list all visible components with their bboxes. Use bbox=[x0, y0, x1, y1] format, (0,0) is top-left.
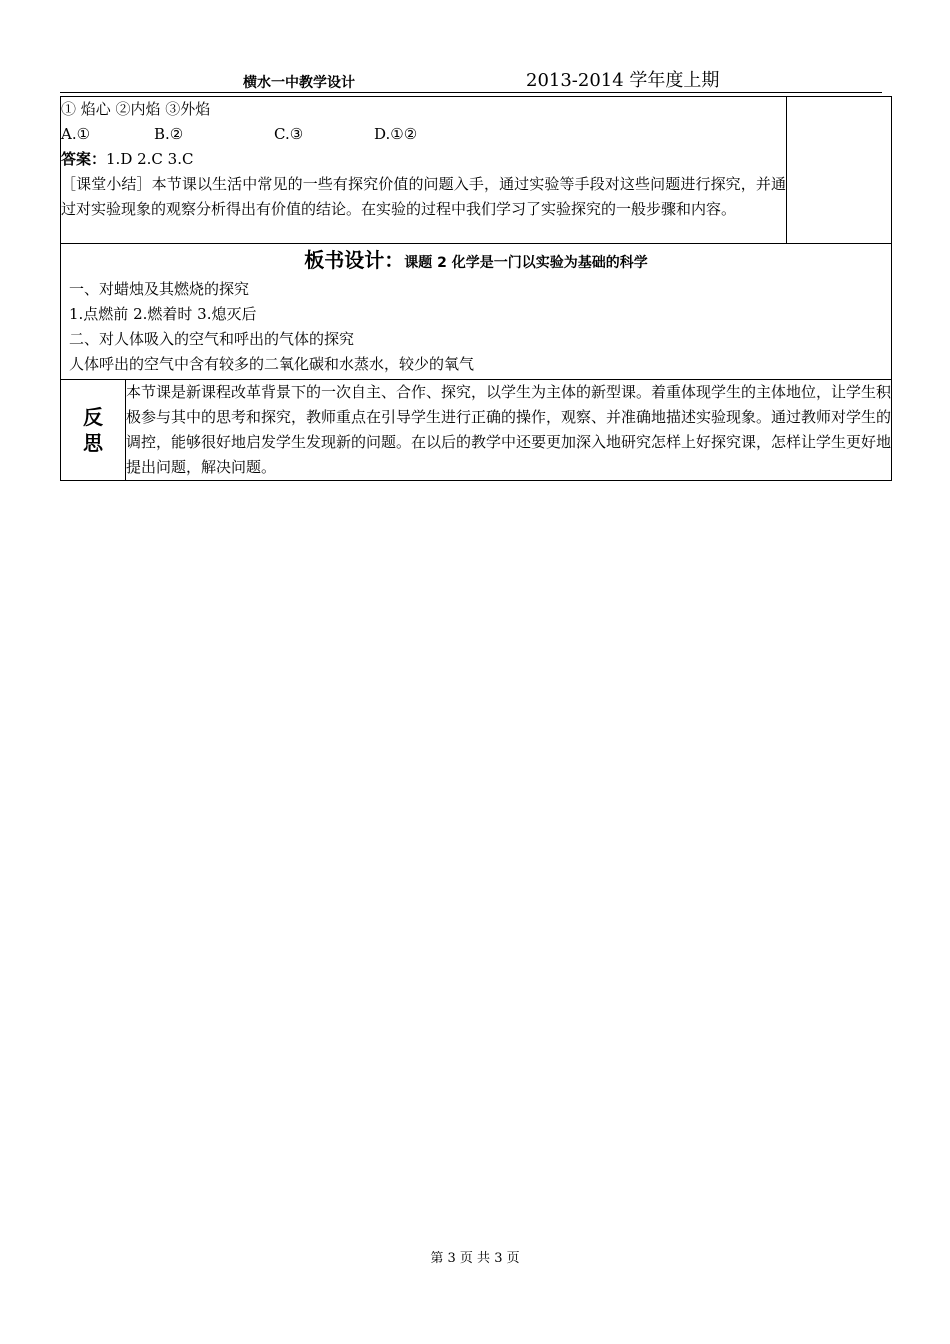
reflection-label-char: 反 bbox=[83, 405, 103, 429]
option-b: B.② bbox=[154, 125, 184, 143]
answer-text: 1.D 2.C 3.C bbox=[106, 150, 194, 168]
page-footer: 第 3 页 共 3 页 bbox=[430, 1251, 520, 1266]
answer-options bbox=[61, 122, 786, 147]
answer-line bbox=[61, 147, 786, 172]
flame-parts: ① 焰心 ②内焰 ③外焰 bbox=[61, 100, 211, 118]
option-a: A.① bbox=[61, 125, 91, 143]
board-line: 二、对人体吸入的空气和呼出的气体的探究 bbox=[69, 330, 355, 348]
reflection-label bbox=[61, 380, 126, 481]
reflection-label-char: 思 bbox=[83, 431, 103, 455]
board-line: 1.点燃前 2.燃着时 3.熄灭后 bbox=[69, 305, 257, 323]
answer-label: 答案： bbox=[61, 150, 107, 168]
board-heading: 板书设计： bbox=[304, 248, 405, 272]
lesson-table bbox=[60, 96, 892, 481]
class-summary: ［课堂小结］本节课以生活中常见的一些有探究价值的问题入手，通过实验等手段对这些问题进行探究，并通过对实验现象的观察分析得出有价值的结论。在实验的过程中我们学习了实验探究的一般步骤和内容。 bbox=[61, 175, 786, 218]
board-cell bbox=[61, 244, 892, 380]
reflection-text: 本节课是新课程改革背景下的一次自主、合作、探究，以学生为主体的新型课。着重体现学生的主体地位，让学生积极参与其中的思考和探究，教师重点在引导学生进行正确的操作，观察、并准确地描述实验现象。通过教师对学生的调控，能够很好地启发学生发现新的问题。在以后的教学中还要更加深入地研究怎样上好探究课，怎样让学生更好地提出问题，解决问题。 bbox=[126, 383, 892, 476]
page-header bbox=[60, 66, 882, 93]
school-title: 横水一中教学设计 bbox=[243, 75, 355, 91]
option-c: C.③ bbox=[274, 125, 304, 143]
board-line: 一、对蜡烛及其燃烧的探究 bbox=[69, 280, 250, 298]
board-title bbox=[61, 244, 891, 277]
exercise-cell bbox=[61, 97, 787, 244]
option-d: D.①② bbox=[374, 125, 418, 143]
reflection-row bbox=[61, 380, 892, 481]
board-line: 人体呼出的空气中含有较多的二氧化碳和水蒸水，较少的氧气 bbox=[69, 355, 475, 373]
exercise-side-cell bbox=[787, 97, 892, 244]
board-body bbox=[61, 277, 891, 379]
board-row bbox=[61, 244, 892, 380]
exercise-row bbox=[61, 97, 892, 244]
reflection-cell bbox=[126, 380, 892, 481]
term-title: 2013-2014 学年度上期 bbox=[526, 70, 720, 91]
board-subtitle: 课题 2 化学是一门以实验为基础的科学 bbox=[404, 255, 648, 271]
